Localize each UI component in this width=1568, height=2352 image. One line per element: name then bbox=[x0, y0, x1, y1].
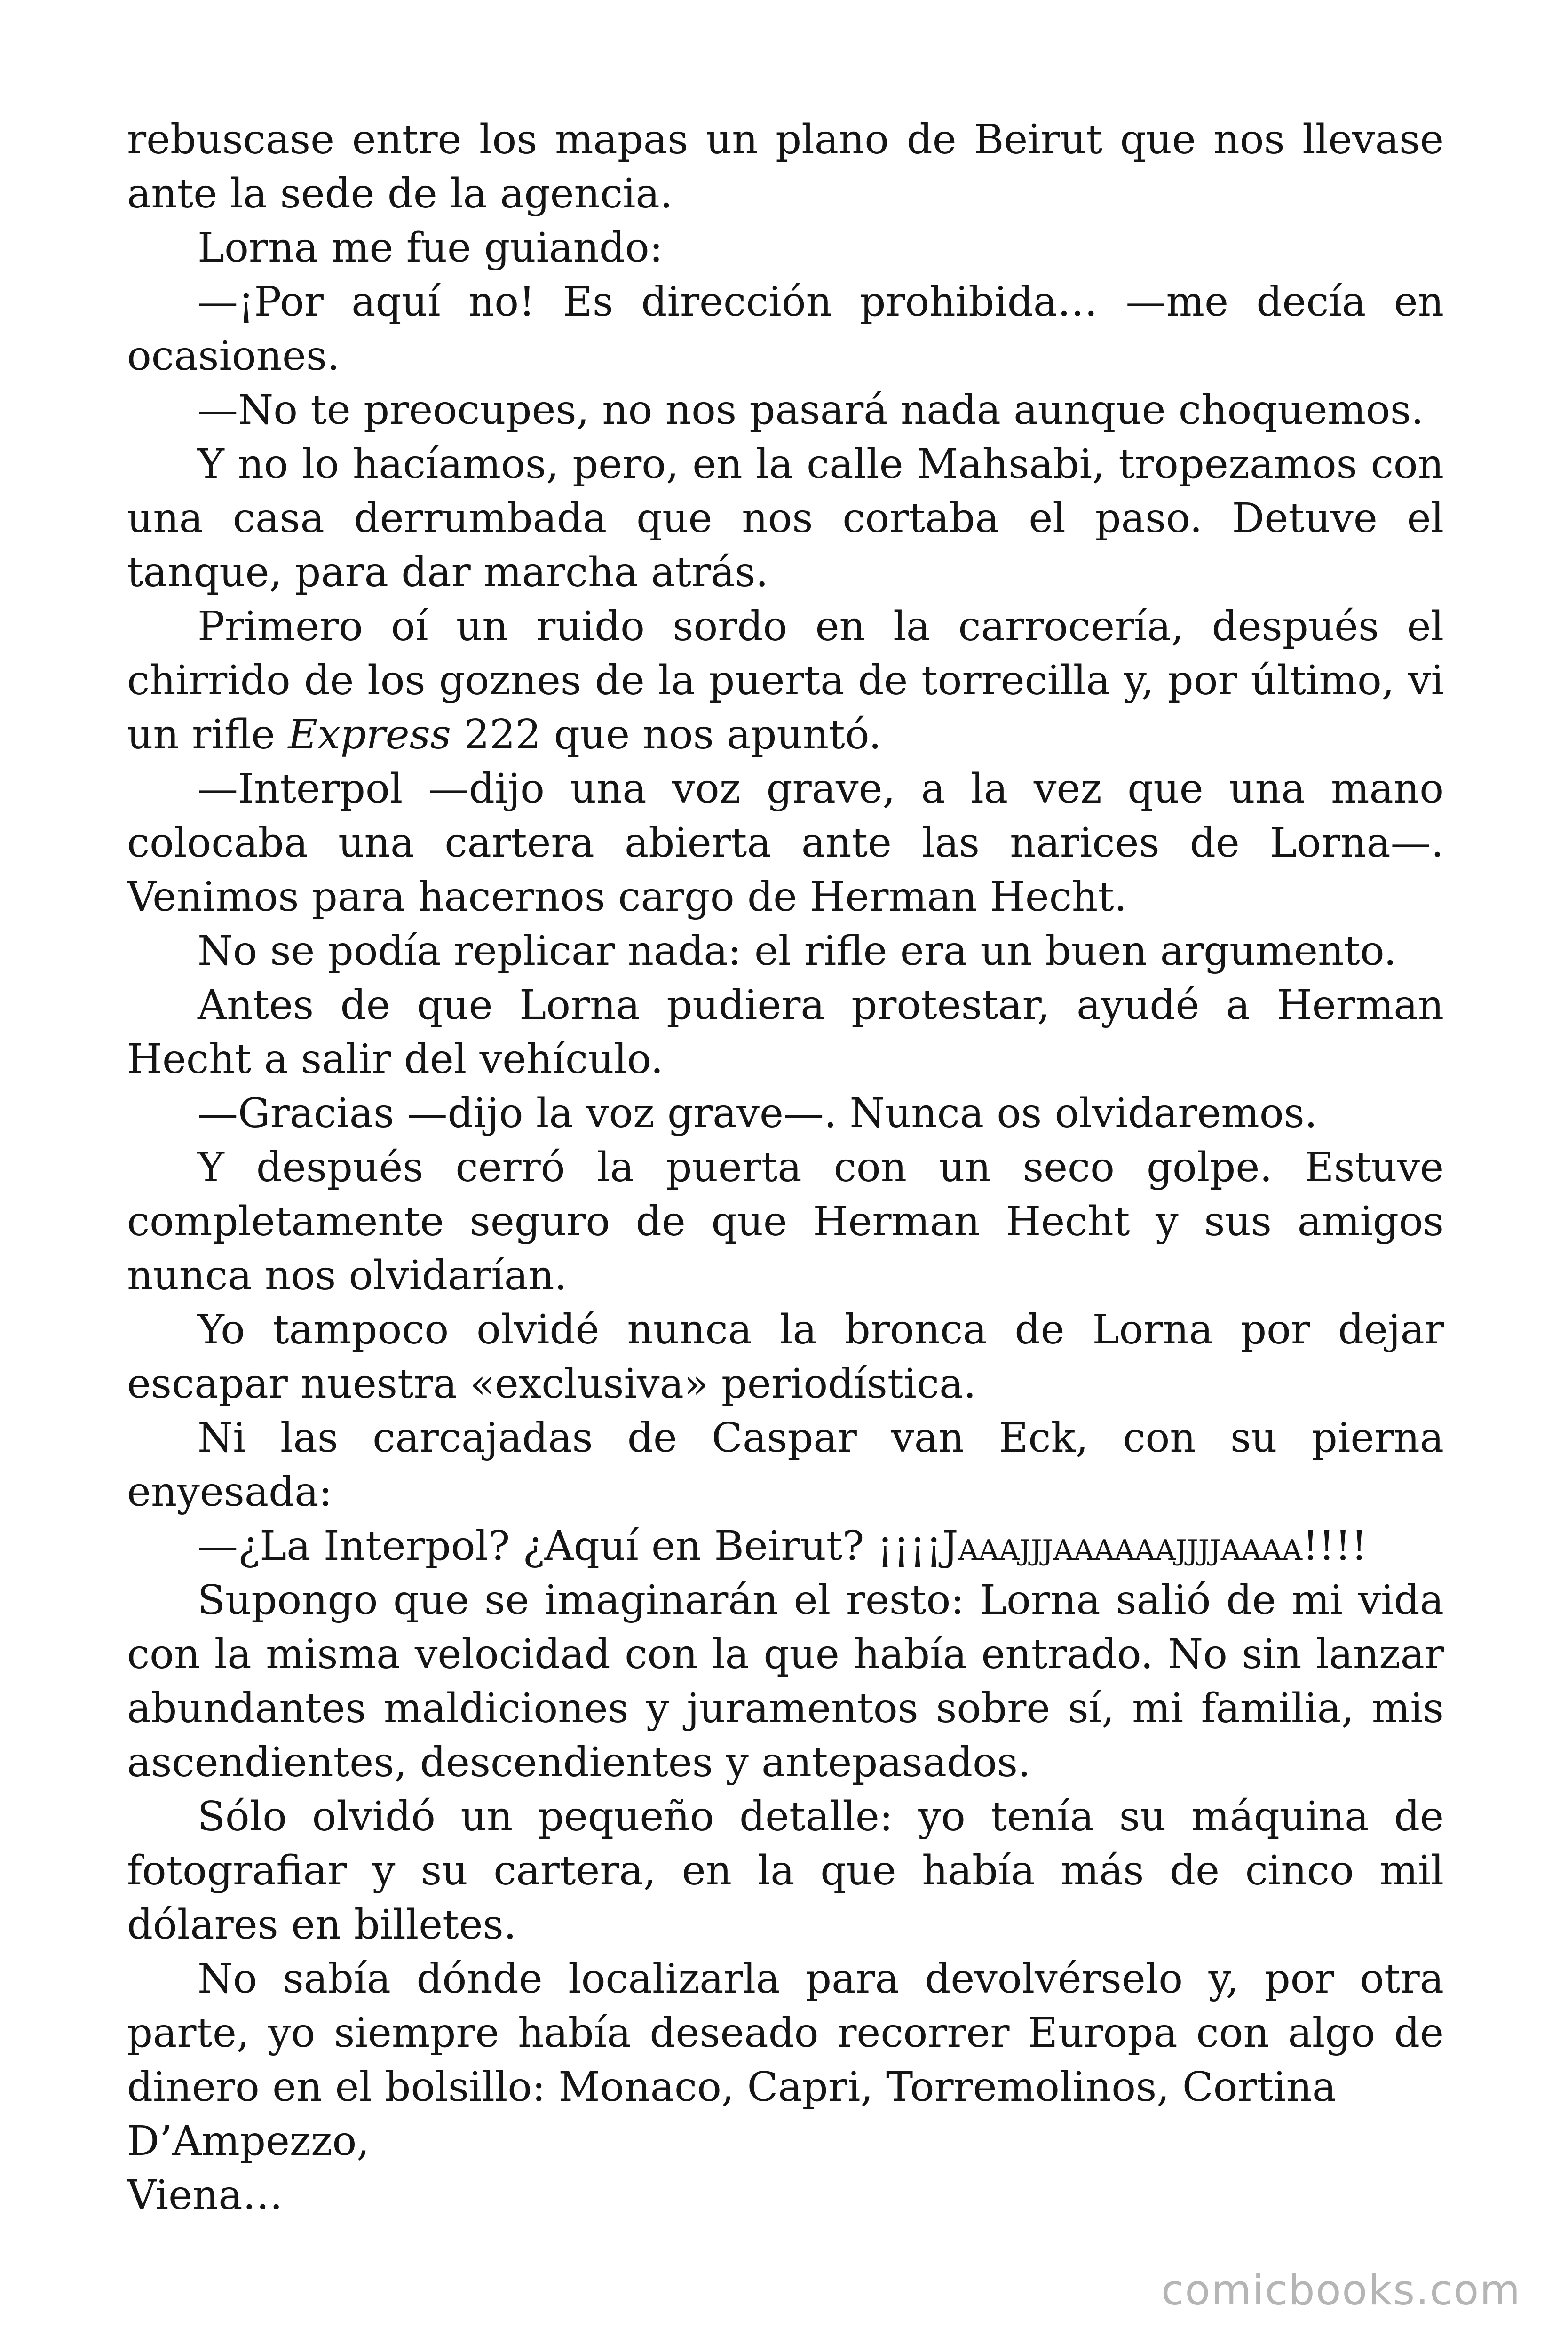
paragraph-16: Sólo olvidó un pequeño detalle: yo tenía su máquina de fotografiar y su cartera, en la que había más de cinco mil dólares en billetes. bbox=[127, 1793, 1444, 1948]
paragraph-17: No sabía dónde localizarla para devolvérselo y, por otra parte, yo siempre había deseado recorrer Europa con algo de dinero en el bolsillo: Monaco, Capri, Torremolinos, Cortina bbox=[127, 1955, 1444, 2111]
paragraph-18: D’Ampezzo, bbox=[127, 2118, 370, 2165]
paragraph-2: Lorna me fue guiando: bbox=[198, 224, 663, 271]
paragraph-1: rebuscase entre los mapas un plano de Beirut que nos llevase ante la sede de la agencia. bbox=[127, 116, 1444, 217]
paragraph-14 bbox=[127, 1519, 1444, 1573]
paragraph-12: Yo tampoco olvidé nunca la bronca de Lorna por dejar escapar nuestra «exclusiva» periodística. bbox=[127, 1306, 1444, 1407]
paragraph-5: Y no lo hacíamos, pero, en la calle Mahsabi, tropezamos con una casa derrumbada que nos cortaba el paso. Detuve el tanque, para dar marcha atrás. bbox=[127, 441, 1444, 596]
paragraph-9: Antes de que Lorna pudiera protestar, ayudé a Herman Hecht a salir del vehículo. bbox=[127, 982, 1444, 1083]
paragraph-19: Viena… bbox=[127, 2172, 283, 2219]
paragraph-6-start: Primero oí un ruido sordo en la carrocería, después el chirrido de los goznes de la puerta de torrecilla y, por último, vi un rifle bbox=[127, 603, 1444, 758]
paragraph-8: No se podía replicar nada: el rifle era un buen argumento. bbox=[198, 928, 1397, 975]
paragraph-14-end: !!!! bbox=[1302, 1523, 1368, 1570]
paragraph-14-start: —¿La Interpol? ¿Aquí en Beirut? ¡¡¡¡ bbox=[198, 1523, 942, 1570]
book-page-text bbox=[127, 113, 1444, 2223]
paragraph-6-end: 222 que nos apuntó. bbox=[451, 711, 882, 758]
laughter-smallcaps: Jaaajjjaaaaaajjjjaaaa bbox=[942, 1523, 1303, 1570]
paragraph-3: —¡Por aquí no! Es dirección prohibida… —me decía en ocasiones. bbox=[127, 278, 1444, 380]
paragraph-11: Y después cerró la puerta con un seco golpe. Estuve completamente seguro de que Herman Hecht y sus amigos nunca nos olvidarían. bbox=[127, 1144, 1444, 1299]
paragraph-13: Ni las carcajadas de Caspar van Eck, con su pierna enyesada: bbox=[127, 1414, 1444, 1516]
paragraph-6 bbox=[127, 600, 1444, 762]
paragraph-15: Supongo que se imaginarán el resto: Lorna salió de mi vida con la misma velocidad con la que había entrado. No sin lanzar abundantes maldiciones y juramentos sobre sí, mi familia, mis ascendientes, descendientes y antepasados. bbox=[127, 1577, 1444, 1786]
watermark-text: comicbooks.com bbox=[1161, 2266, 1521, 2314]
italic-word-express: Express bbox=[288, 711, 451, 758]
paragraph-7: —Interpol —dijo una voz grave, a la vez que una mano colocaba una cartera abierta ante las narices de Lorna—. Venimos para hacernos cargo de Herman Hecht. bbox=[127, 765, 1444, 921]
paragraph-4: —No te preocupes, no nos pasará nada aunque choquemos. bbox=[198, 387, 1424, 434]
paragraph-10: —Gracias —dijo la voz grave—. Nunca os olvidaremos. bbox=[198, 1090, 1318, 1137]
